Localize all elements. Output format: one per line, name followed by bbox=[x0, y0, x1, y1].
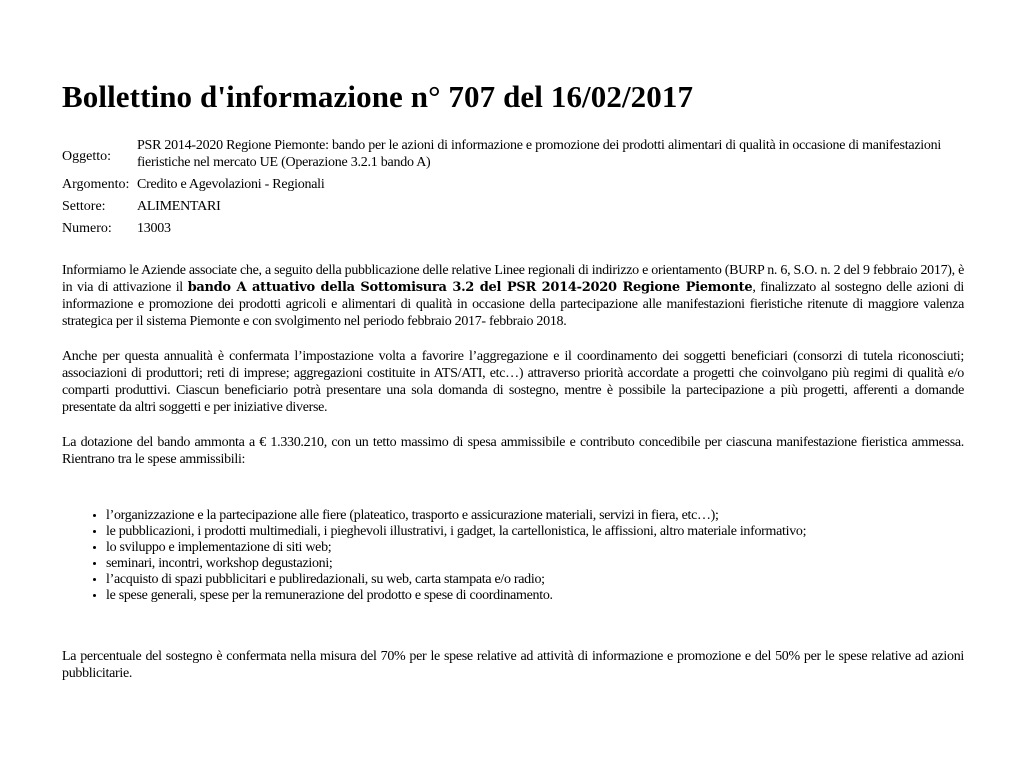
paragraph-intro bbox=[62, 262, 964, 330]
list-item: • le pubblicazioni, i prodotti multimediali, i pieghevoli illustrativi, i gadget, la cartellonistica, le affissioni, altro materiale informativo; bbox=[106, 524, 1024, 540]
metadata-table bbox=[62, 137, 957, 237]
paragraph-intro-text-a: Informiamo le Aziende associate che, a seguito della pubblicazione delle relative Linee regionali di indirizzo e orientamento (BURP n. 6, S.O. n. 2 del 9 febbraio 2017), è in via di attivazione il bbox=[62, 263, 964, 295]
meta-row-numero bbox=[62, 215, 957, 237]
oggetto-value: PSR 2014-2020 Regione Piemonte: bando per le azioni di informazione e promozione dei prodotti alimentari di qualità in occasione di manifestazioni fieristiche nel mercato UE (Operazione 3.2.1 bando A) bbox=[137, 138, 942, 170]
numero-value: 13003 bbox=[137, 221, 171, 236]
paragraph-intro-text-b: , finalizzato al sostegno delle azioni di informazione e promozione dei prodotti agricoli e alimentari di qualità in occasione della partecipazione alle manifestazioni fieristiche ritenute di maggiore valenza strategica per il sistema Piemonte e con svolgimento nel periodo febbraio 2017- febbraio 2018. bbox=[62, 280, 965, 329]
spese-ammissibili-list bbox=[62, 508, 1024, 604]
numero-label: Numero: bbox=[62, 221, 112, 236]
paragraph-dotazione: La dotazione del bando ammonta a € 1.330.210, con un tetto massimo di spesa ammissibile e contributo concedibile per ciascuna manifestazione fieristica ammessa. Rientrano tra le spese ammissibili: bbox=[62, 435, 964, 467]
argomento-value: Credito e Agevolazioni - Regionali bbox=[137, 177, 325, 192]
page-title: Bollettino d'informazione n° 707 del 16/02/2017 bbox=[62, 79, 694, 114]
list-item: • lo sviluppo e implementazione di siti web; bbox=[106, 540, 1024, 556]
list-item: • l’organizzazione e la partecipazione alle fiere (plateatico, trasporto e assicurazione materiali, servizi in fiera, etc…); bbox=[106, 508, 1024, 524]
list-item: • seminari, incontri, workshop degustazioni; bbox=[106, 556, 1024, 572]
list-item: • le spese generali, spese per la remunerazione del prodotto e spese di coordinamento. bbox=[106, 588, 1024, 604]
meta-row-settore bbox=[62, 193, 957, 215]
argomento-label: Argomento: bbox=[62, 177, 130, 192]
oggetto-label: Oggetto: bbox=[62, 148, 111, 164]
paragraph-intro-bold: bando A attuativo della Sottomisura 3.2 del PSR 2014-2020 Regione Piemonte bbox=[187, 280, 753, 295]
settore-value: ALIMENTARI bbox=[137, 199, 221, 214]
meta-row-argomento bbox=[62, 171, 957, 193]
list-item: • l’acquisto di spazi pubblicitari e publiredazionali, su web, carta stampata e/o radio; bbox=[106, 572, 1024, 588]
meta-row-oggetto bbox=[62, 137, 957, 171]
bulletin-page bbox=[62, 0, 1024, 682]
paragraph-percentuale: La percentuale del sostegno è confermata nella misura del 70% per le spese relative ad attività di informazione e promozione e del 50% per le spese relative ad azioni pubblicitarie. bbox=[62, 649, 964, 681]
paragraph-aggregazione: Anche per questa annualità è confermata l’impostazione volta a favorire l’aggregazione e il coordinamento dei soggetti beneficiari (consorzi di tutela riconosciuti; associazioni di produttori; reti di imprese; aggregazioni costituite in ATS/ATI, etc…) attraverso priorità accordate a progetti che coinvolgano più regimi di qualità e/o comparti produttivi. Ciascun beneficiario potrà presentare una sola domanda di sostegno, mentre è possibile la partecipazione a più progetti, afferenti a domande presentate da altri soggetti e per iniziative diverse. bbox=[62, 349, 964, 415]
settore-label: Settore: bbox=[62, 199, 106, 214]
